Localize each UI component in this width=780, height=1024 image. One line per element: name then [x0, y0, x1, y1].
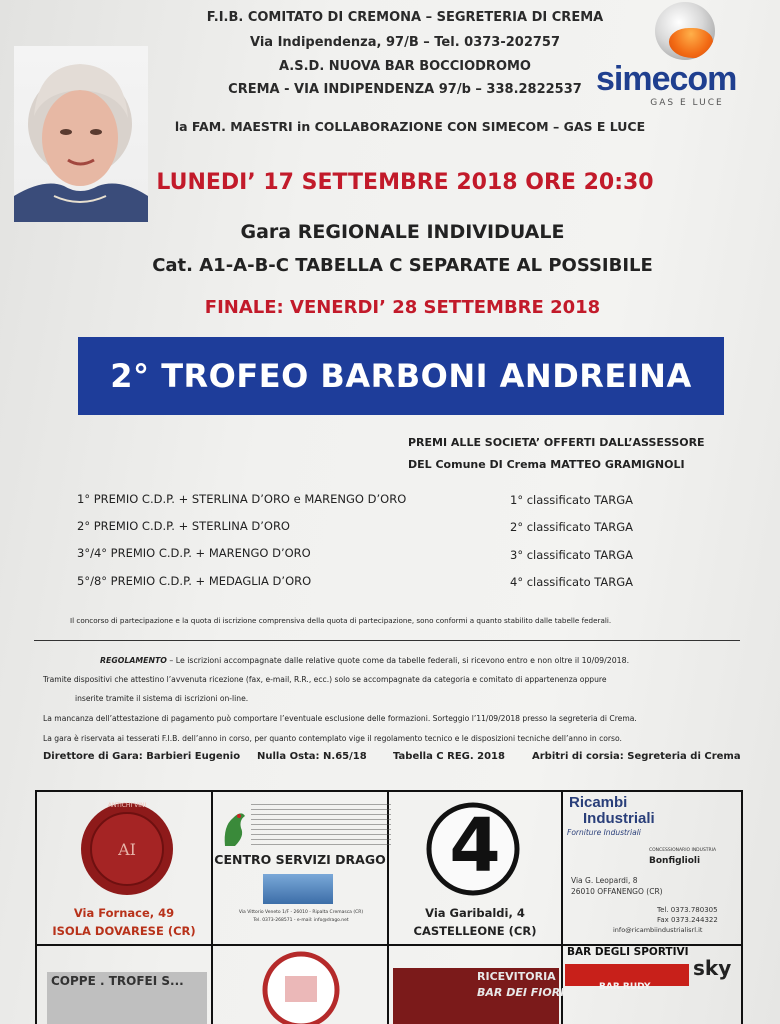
- header-line-2: Via Indipendenza, 97/B – Tel. 0373-202757: [249, 35, 561, 50]
- collaboration-line: la FAM. MAESTRI in COLLABORAZIONE CON SIMECOM – GAS E LUCE: [174, 119, 646, 134]
- trophy-banner: 2° TROFEO BARBONI ANDREINA: [78, 337, 724, 415]
- classified-3: 3° classificato TARGA: [510, 548, 634, 562]
- sponsor-7-name: RICEVITORIA: [477, 970, 556, 983]
- sponsor-4-name-2: Industriali: [583, 810, 655, 827]
- sponsor-4-tagline: Forniture Industriali: [567, 828, 641, 837]
- classified-2: 2° classificato TARGA: [510, 520, 634, 534]
- sky-logo: sky: [693, 956, 732, 980]
- regolamento-line-1: REGOLAMENTO – Le iscrizioni accompagnate dalle relative quote come da tabelle federali, si ricevono entro e non oltre il 10/09/2018.: [100, 656, 630, 665]
- nulla-osta: Nulla Osta: N.65/18: [257, 751, 367, 762]
- sponsor-4-address: Via G. Leopardi, 8: [571, 876, 638, 885]
- event-category: Cat. A1-A-B-C TABELLA C SEPARATE AL POSSIBILE: [152, 255, 653, 276]
- society-prizes-line-1: PREMI ALLE SOCIETA’ OFFERTI DALL’ASSESSORE: [408, 436, 705, 449]
- sponsor-4-town: 26010 OFFANENGO (CR): [571, 887, 663, 896]
- sponsor-2-name: CENTRO SERVIZI DRAGO: [214, 852, 386, 867]
- sponsor-3-address: Via Garibaldi, 4: [425, 906, 525, 920]
- sponsor-2-fineprint: [251, 804, 391, 848]
- portrait-photo: [14, 46, 148, 222]
- building-photo: [263, 874, 333, 904]
- flame-sphere-logo-icon: [655, 2, 715, 60]
- classified-1: 1° classificato TARGA: [510, 493, 634, 507]
- regolamento-line-5: La gara è riservata ai tesserati F.I.B. dell’anno in corso, per quanto contemplato vige il regolamento tecnico e le disposizioni tecniche dell’anno in corso.: [43, 734, 622, 743]
- regolamento-title: REGOLAMENTO: [100, 656, 167, 665]
- regolamento-line-3: inserite tramite il sistema di iscrizioni on-line.: [75, 694, 249, 703]
- simecom-logo-text: simecom: [596, 60, 737, 98]
- society-prizes-line-2: DEL Comune DI Crema MATTEO GRAMIGNOLI: [408, 458, 685, 471]
- prize-2: 2° PREMIO C.D.P. + STERLINA D’ORO: [77, 519, 290, 533]
- event-date: LUNEDI’ 17 SETTEMBRE 2018 ORE 20:30: [156, 170, 654, 195]
- event-final: FINALE: VENERDI’ 28 SETTEMBRE 2018: [204, 297, 601, 318]
- sponsor-4-email: info@ricambiindustrialisrl.it: [613, 926, 703, 934]
- sponsor-3-number: 4: [449, 803, 501, 889]
- prize-4: 5°/8° PREMIO C.D.P. + MEDAGLIA D’ORO: [77, 574, 312, 588]
- sponsor-grid: [35, 790, 743, 1024]
- wine-seal-icon: [77, 800, 177, 898]
- header-line-3: A.S.D. NUOVA BAR BOCCIODROMO: [279, 59, 531, 74]
- prize-1: 1° PREMIO C.D.P. + STERLINA D’ORO e MARENGO D’ORO: [77, 492, 407, 506]
- sponsor-2-contacts: Tel. 0373-268571 - e-mail: info@drago.net: [253, 918, 349, 923]
- sponsor-8-name: BAR DEGLI SPORTIVI: [567, 946, 689, 958]
- sponsor-8-sign: BAR RUDY: [599, 982, 651, 992]
- sponsor-4-brand: Bonfiglioli: [649, 856, 701, 866]
- regolamento-line-2: Tramite dispositivi che attestino l’avvenuta ricezione (fax, e-mail, R.R., ecc.) solo se accompagnate da categoria e comitato di appartenenza oppure: [43, 675, 607, 684]
- sponsor-7-sub: BAR DEI FIORI: [477, 986, 565, 999]
- svg-text:AI: AI: [118, 840, 136, 859]
- simecom-tagline: GAS E LUCE: [650, 98, 724, 108]
- table-reg: Tabella C REG. 2018: [393, 751, 505, 762]
- sponsor-4-fax: Fax 0373.244322: [657, 916, 718, 924]
- header-line-4: CREMA - VIA INDIPENDENZA 97/b – 338.2822537: [228, 82, 582, 97]
- round-crest-icon: [261, 950, 341, 1024]
- divider-line: [34, 640, 740, 641]
- prize-3: 3°/4° PREMIO C.D.P. + MARENGO D’ORO: [77, 546, 311, 560]
- referees: Arbitri di corsia: Segreteria di Crema: [532, 751, 741, 762]
- participation-note: Il concorso di partecipazione e la quota di iscrizione comprensiva della quota di partecipazione, sono conformi a quanto stabilito dalle tabelle federali.: [70, 616, 612, 625]
- race-director: Direttore di Gara: Barbieri Eugenio: [43, 751, 241, 762]
- sponsor-1-town: ISOLA DOVARESE (CR): [52, 924, 196, 938]
- sponsor-5-name: COPPE . TROFEI S...: [51, 974, 184, 988]
- sponsor-4-tel: Tel. 0373.780305: [657, 906, 718, 914]
- sponsor-1-address: Via Fornace, 49: [73, 906, 175, 920]
- header-line-1: F.I.B. COMITATO DI CREMONA – SEGRETERIA DI CREMA: [206, 10, 604, 25]
- sponsor-4-name-1: Ricambi: [569, 794, 628, 811]
- regolamento-line-4: La mancanza dell’attestazione di pagamento può comportare l’eventuale esclusione delle formazioni. Sorteggio l’11/09/2018 presso la segreteria di Crema.: [43, 714, 637, 723]
- sponsor-2-address: Via Vittorio Veneto 1/F - 26010 - Ripalta Cremasca (CR): [238, 910, 364, 915]
- classified-4: 4° classificato TARGA: [510, 575, 634, 589]
- event-type: Gara REGIONALE INDIVIDUALE: [240, 221, 565, 243]
- wine-seal-text: ANTICHI VINI: [107, 802, 147, 809]
- sponsor-4-dealer: CONCESSIONARIO INDUSTRIA: [649, 848, 717, 853]
- sponsor-3-town: CASTELLEONE (CR): [413, 924, 537, 938]
- dragon-icon: [221, 806, 247, 848]
